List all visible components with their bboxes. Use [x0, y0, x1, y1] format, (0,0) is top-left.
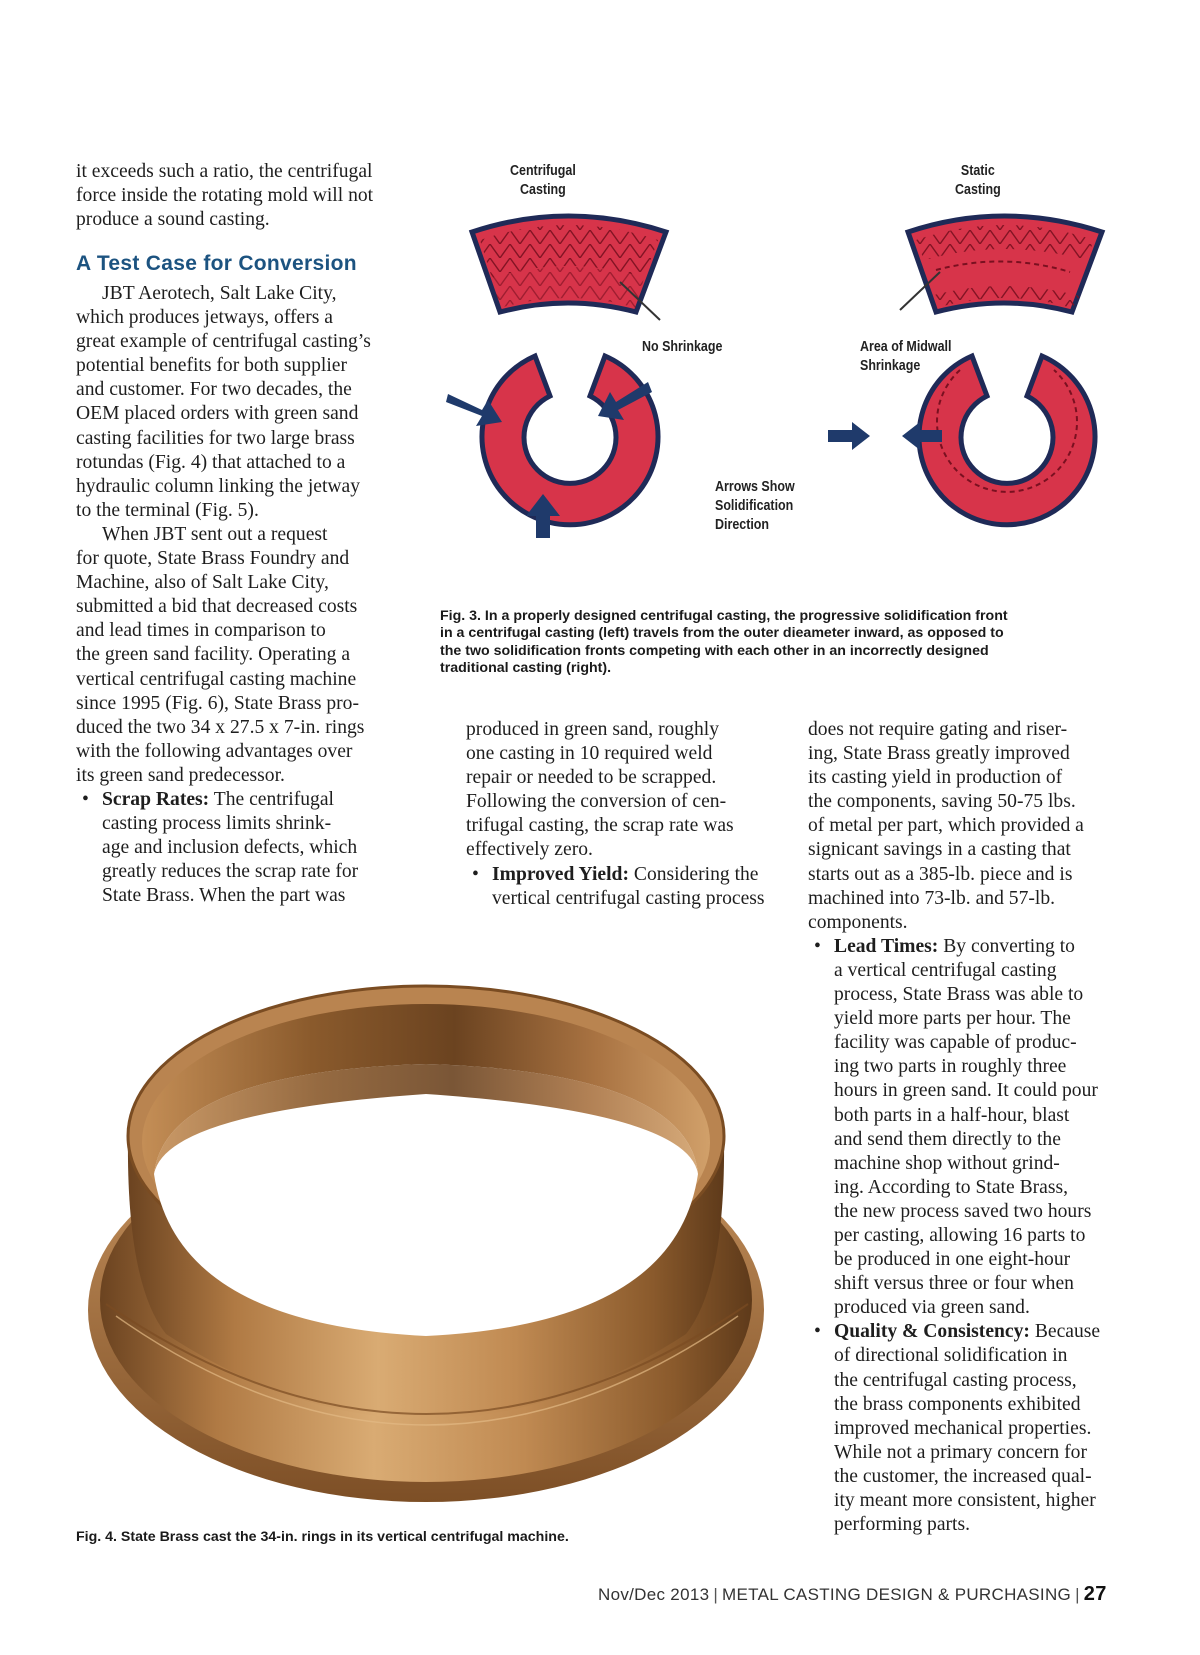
label-no-shrinkage: No Shrinkage [642, 339, 723, 355]
text-line: starts out as a 385-lb. piece and is [808, 863, 1073, 885]
bullet-text: By converting to [938, 935, 1075, 957]
text-line: State Brass. When the part was [102, 885, 346, 907]
footer-issue: Nov/Dec 2013 [598, 1585, 710, 1604]
text-line: which produces jetways, offers a [76, 307, 333, 329]
bullet-label: Scrap Rates: [102, 788, 210, 810]
text-line: traditional casting (right). [440, 660, 612, 677]
text-line: and customer. For two decades, the [76, 379, 352, 401]
text-line: it exceeds such a ratio, the centrifugal [76, 161, 373, 182]
text-line: the new process saved two hours [834, 1200, 1092, 1222]
text-line: produced via green sand. [834, 1297, 1030, 1319]
bullet-improved-yield [466, 863, 796, 911]
label-midwall-shrinkage: Area of Midwall Shrinkage [860, 339, 952, 374]
text-line: duced the two 34 x 27.5 x 7-in. rings [76, 716, 365, 738]
bullet-label: Improved Yield: [492, 863, 629, 885]
text-line: age and inclusion defects, which [102, 837, 358, 859]
text-line: ing two parts in roughly three [834, 1056, 1067, 1078]
text-line: ity meant more consistent, higher [834, 1490, 1096, 1511]
column-1-body [76, 282, 416, 908]
text-line: machined into 73-lb. and 57-lb. [808, 887, 1056, 909]
footer-separator: | [713, 1585, 719, 1604]
figure-4-photo [76, 944, 776, 1518]
bullet-label: Lead Times: [834, 935, 939, 957]
label-arrows-direction: Arrows Show Solidification Direction [715, 479, 795, 533]
text-line: OEM placed orders with green sand [76, 403, 359, 425]
bullet-scrap-rates [76, 788, 416, 908]
text-line: the components, saving 50-75 lbs. [808, 791, 1076, 813]
column-3 [808, 718, 1148, 1537]
text-line: and send them directly to the [834, 1128, 1061, 1150]
col3-paragraph [808, 718, 1148, 935]
static-casting-section [900, 216, 1102, 312]
footer-separator: | [1075, 1585, 1080, 1604]
text-line: both parts in a half-hour, blast [834, 1104, 1070, 1126]
bullet-text: Because [1029, 1321, 1101, 1343]
text-line: performing parts. [834, 1514, 971, 1536]
text-line: trifugal casting, the scrap rate was [466, 815, 734, 837]
text-line: vertical centrifugal casting process [492, 887, 765, 909]
text-line: its casting yield in production of [808, 767, 1063, 789]
static-ring [828, 356, 1095, 525]
bullet-text: Considering the [628, 863, 759, 885]
text-line: the customer, the increased qual- [834, 1465, 1092, 1487]
page-footer [598, 1583, 1107, 1606]
label-centrifugal-casting: Centrifugal Casting [510, 163, 576, 198]
bullet-text: The centrifugal [209, 788, 334, 810]
text-line: facility was capable of produc- [834, 1032, 1077, 1054]
text-line: ing. According to State Brass, [834, 1176, 1069, 1198]
text-line: greatly reduces the scrap rate for [102, 861, 359, 883]
col2-paragraph [466, 718, 796, 863]
text-line: Fig. 3. In a properly designed centrifugal casting, the progressive solidification front [440, 608, 1008, 624]
text-line: yield more parts per hour. The [834, 1008, 1071, 1030]
text-line: JBT Aerotech, Salt Lake City, [102, 283, 337, 304]
text-line: the green sand facility. Operating a [76, 644, 351, 666]
text-line: hours in green sand. It could pour [834, 1080, 1098, 1102]
text-line: potential benefits for both supplier [76, 355, 347, 377]
text-line: effectively zero. [466, 839, 593, 861]
bullet-dot: • [82, 788, 89, 810]
col1-intro-paragraph [76, 160, 416, 232]
text-line: of metal per part, which provided a [808, 815, 1084, 837]
text-line: the two solidification fronts competing with each other in an incorrectly designed [440, 642, 989, 659]
text-line: Following the conversion of cen- [466, 791, 727, 813]
text-line: to the terminal (Fig. 5). [76, 499, 259, 521]
text-line: the centrifugal casting process, [834, 1369, 1077, 1391]
text-line: rotundas (Fig. 4) that attached to a [76, 451, 346, 473]
figure-4-caption: Fig. 4. State Brass cast the 34-in. rings in its vertical centrifugal machine. [76, 1529, 569, 1545]
col1-paragraph-jbt [76, 282, 416, 523]
text-line: casting process limits shrink- [102, 813, 332, 835]
column-2 [466, 718, 796, 911]
text-line: While not a primary concern for [834, 1441, 1087, 1463]
text-line: When JBT sent out a request [102, 523, 328, 545]
text-line: and lead times in comparison to [76, 620, 326, 642]
text-line: improved mechanical properties. [834, 1417, 1092, 1439]
text-line: machine shop without grind- [834, 1152, 1060, 1174]
text-line: in a centrifugal casting (left) travels from the outer dieameter inward, as opposed to [440, 625, 1004, 642]
text-line: Machine, also of Salt Lake City, [76, 572, 329, 594]
column-1 [76, 160, 416, 232]
text-line: be produced in one eight-hour [834, 1249, 1071, 1271]
text-line: per casting, allowing 16 parts to [834, 1224, 1086, 1246]
text-line: with the following advantages over [76, 740, 353, 762]
col1-paragraph-quote [76, 523, 416, 788]
label-static-casting: Static Casting [955, 163, 1001, 198]
text-line: one casting in 10 required weld [466, 743, 713, 765]
text-line: signicant savings in a casting that [808, 839, 1071, 861]
centrifugal-casting-section [472, 216, 666, 320]
page-number: 27 [1083, 1583, 1107, 1605]
bullet-dot: • [814, 935, 821, 957]
figure-3-diagram [440, 160, 1140, 580]
text-line: great example of centrifugal casting’s [76, 331, 371, 353]
text-line: its green sand predecessor. [76, 764, 285, 786]
text-line: submitted a bid that decreased costs [76, 596, 358, 618]
section-heading: A Test Case for Conversion [76, 252, 357, 275]
brass-ring-image [76, 944, 776, 1518]
text-line: components. [808, 911, 908, 933]
text-line: a vertical centrifugal casting [834, 959, 1057, 981]
text-line: repair or needed to be scrapped. [466, 767, 717, 789]
text-line: hydraulic column linking the jetway [76, 475, 361, 497]
text-line: vertical centrifugal casting machine [76, 668, 357, 690]
text-line: process, State Brass was able to [834, 984, 1084, 1006]
text-line: force inside the rotating mold will not [76, 185, 374, 207]
text-line: the brass components exhibited [834, 1393, 1081, 1415]
bullet-lead-times [808, 935, 1148, 1321]
centrifugal-ring [446, 356, 658, 538]
text-line: does not require gating and riser- [808, 719, 1068, 740]
text-line: casting facilities for two large brass [76, 427, 355, 449]
text-line: produced in green sand, roughly [466, 719, 720, 740]
figure-3-caption [440, 608, 1140, 678]
bullet-dot: • [814, 1321, 821, 1343]
text-line: for quote, State Brass Foundry and [76, 548, 350, 570]
bullet-quality [808, 1320, 1148, 1537]
text-line: shift versus three or four when [834, 1273, 1074, 1295]
text-line: produce a sound casting. [76, 209, 270, 231]
bullet-dot: • [472, 863, 479, 885]
text-line: ing, State Brass greatly improved [808, 743, 1070, 765]
bullet-label: Quality & Consistency: [834, 1321, 1030, 1343]
text-line: since 1995 (Fig. 6), State Brass pro- [76, 692, 359, 714]
text-line: of directional solidification in [834, 1345, 1068, 1367]
footer-publication: METAL CASTING DESIGN & PURCHASING [722, 1585, 1072, 1604]
